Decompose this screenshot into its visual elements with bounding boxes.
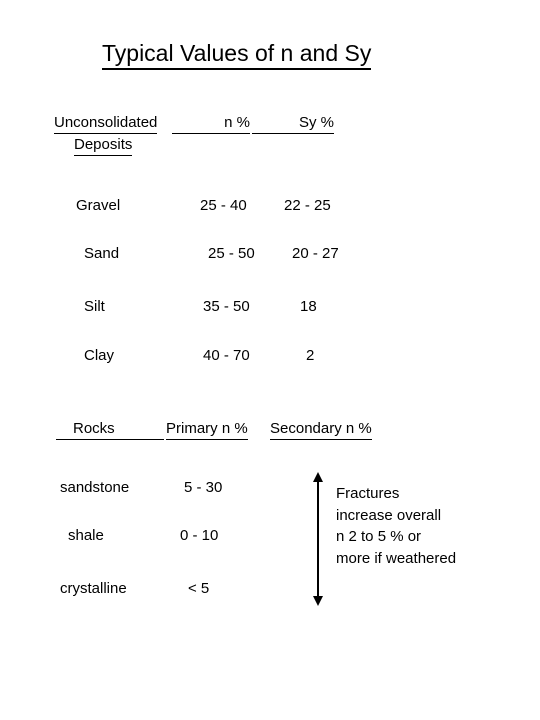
row-sand-name: Sand	[84, 245, 120, 262]
note-line-4: more if weathered	[336, 549, 457, 567]
row-sandstone-name: sandstone	[60, 479, 130, 496]
row-crystalline-name: crystalline	[60, 580, 127, 597]
note-line-3: n 2 to 5 % or	[336, 528, 422, 545]
primary-n-header: Primary n %	[166, 418, 248, 440]
note-line-1: Fractures	[336, 485, 400, 502]
row-sand-sy: 20 - 27	[292, 245, 339, 262]
deposits-header: Deposits	[74, 134, 132, 156]
row-shale-primary: 0 - 10	[180, 527, 219, 544]
row-gravel-name: Gravel	[76, 197, 121, 214]
note-line-2: increase overall	[336, 506, 442, 524]
double-headed-vertical-arrow-icon	[310, 472, 326, 606]
rocks-header: Rocks	[56, 418, 164, 440]
row-silt-name: Silt	[84, 298, 105, 315]
row-sand-n: 25 - 50	[208, 245, 255, 262]
row-clay-name: Clay	[84, 347, 115, 364]
row-sandstone-primary: 5 - 30	[184, 479, 223, 496]
fractures-note	[336, 483, 526, 569]
secondary-n-header: Secondary n %	[270, 418, 372, 440]
row-gravel-n: 25 - 40	[200, 197, 247, 214]
n-percent-header: n %	[172, 112, 250, 134]
unconsolidated-header: Unconsolidated	[54, 112, 157, 134]
row-silt-sy: 18	[300, 298, 317, 315]
sy-percent-header: Sy %	[252, 112, 334, 134]
row-shale-name: shale	[68, 527, 104, 544]
page-title: Typical Values of n and Sy	[102, 38, 371, 70]
row-clay-n: 40 - 70	[203, 347, 250, 364]
row-silt-n: 35 - 50	[203, 298, 250, 315]
row-gravel-sy: 22 - 25	[284, 197, 331, 214]
row-crystalline-primary: < 5	[188, 580, 210, 597]
row-clay-sy: 2	[306, 347, 315, 364]
